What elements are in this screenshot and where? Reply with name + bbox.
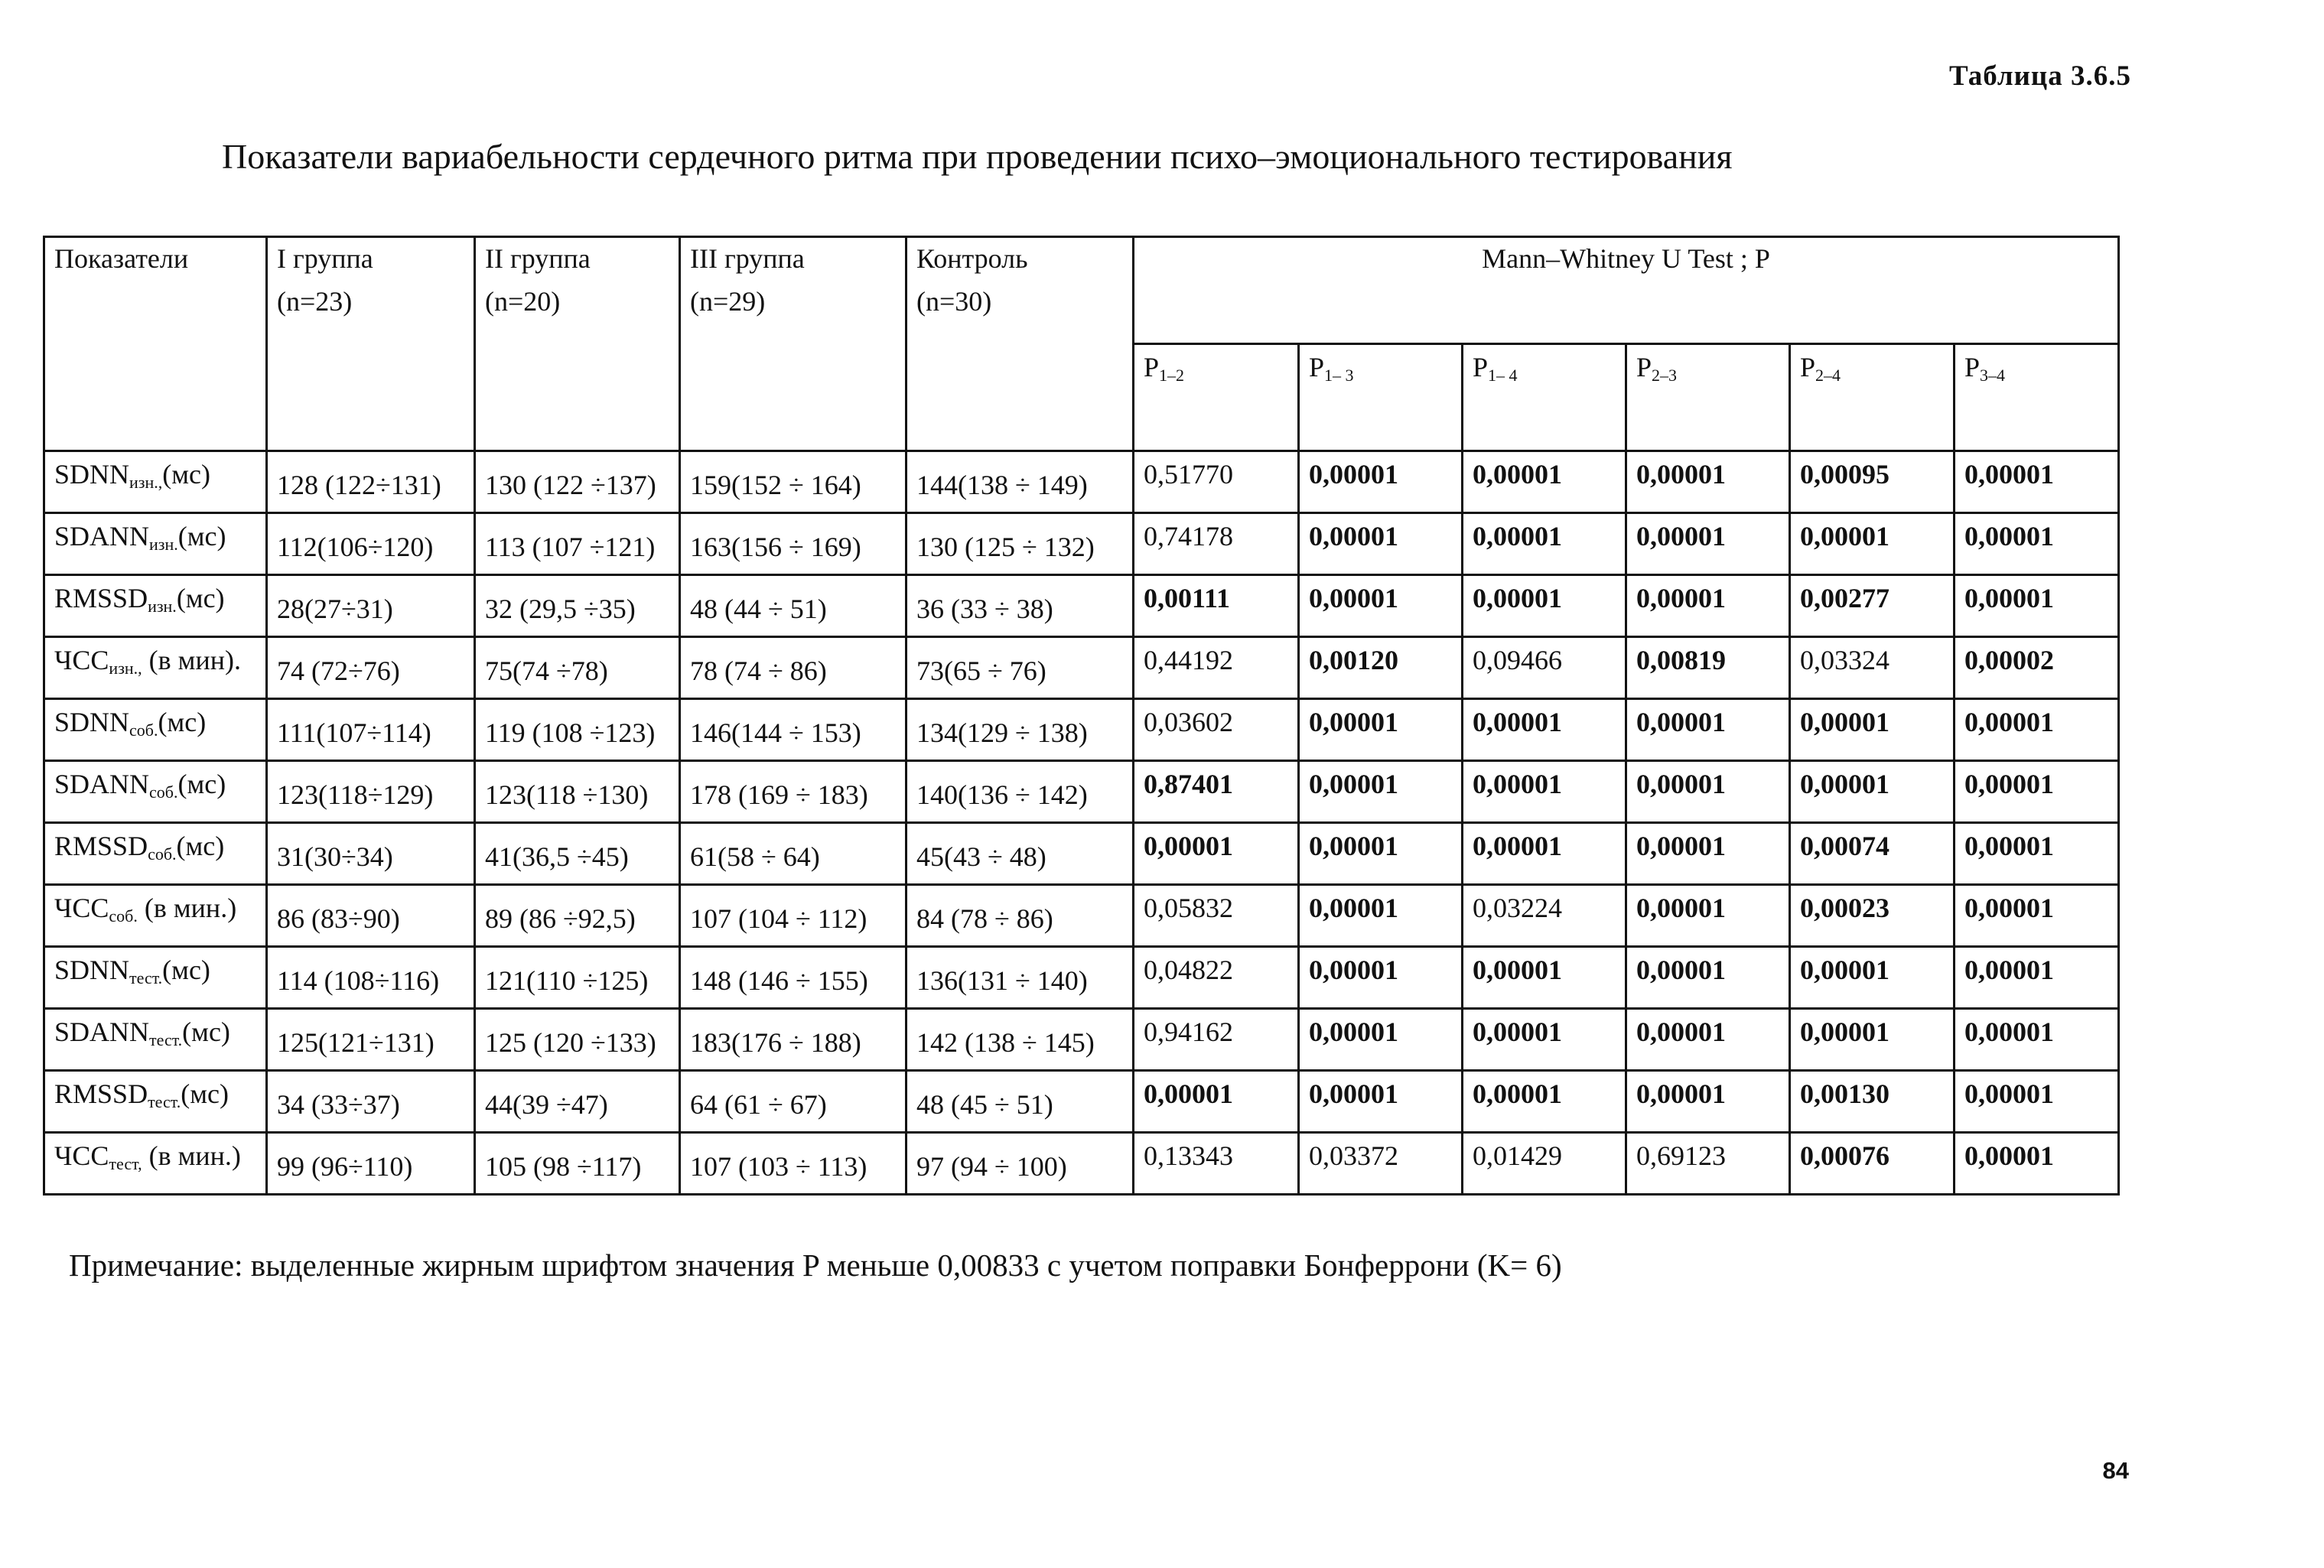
p-value-cell: 0,00001 xyxy=(1790,1009,1955,1071)
table-row xyxy=(44,823,2119,885)
value-cell-g3: 107 (103 ÷ 113) xyxy=(680,1133,906,1195)
p-col-base: P xyxy=(1636,352,1652,382)
indicator-subscript: тест. xyxy=(148,1092,181,1111)
p-value-cell: 0,03224 xyxy=(1463,885,1626,947)
p-value-cell: 0,00001 xyxy=(1299,761,1463,823)
indicator-cell xyxy=(44,513,267,575)
p-value-cell: 0,03602 xyxy=(1134,699,1299,761)
value-cell-g1: 114 (108÷116) xyxy=(267,947,475,1009)
indicator-subscript: соб. xyxy=(149,782,178,802)
p-col-base: P xyxy=(1144,352,1160,382)
value-cell-control: 140(136 ÷ 142) xyxy=(906,761,1134,823)
indicator-cell xyxy=(44,1133,267,1195)
table-row xyxy=(44,513,2119,575)
table-row xyxy=(44,637,2119,699)
p-value-cell: 0,00002 xyxy=(1955,637,2119,699)
header-group-1-label: I группа xyxy=(277,243,373,274)
value-cell-g1: 99 (96÷110) xyxy=(267,1133,475,1195)
p-col-subscript: 1– 4 xyxy=(1488,366,1518,385)
indicator-name: SDNN xyxy=(54,707,130,737)
indicator-subscript: изн. xyxy=(149,535,178,554)
value-cell-g3: 183(176 ÷ 188) xyxy=(680,1009,906,1071)
p-col-subscript: 2–3 xyxy=(1652,366,1678,385)
p-value-cell: 0,00076 xyxy=(1790,1133,1955,1195)
p-value-cell: 0,94162 xyxy=(1134,1009,1299,1071)
value-cell-g2: 41(36,5 ÷45) xyxy=(475,823,680,885)
p-col-subscript: 1–2 xyxy=(1159,366,1185,385)
p-value-cell: 0,00001 xyxy=(1955,1071,2119,1133)
value-cell-g3: 61(58 ÷ 64) xyxy=(680,823,906,885)
p-value-cell: 0,00001 xyxy=(1955,451,2119,513)
value-cell-control: 84 (78 ÷ 86) xyxy=(906,885,1134,947)
value-cell-g1: 86 (83÷90) xyxy=(267,885,475,947)
value-cell-g1: 123(118÷129) xyxy=(267,761,475,823)
value-cell-g3: 64 (61 ÷ 67) xyxy=(680,1071,906,1133)
header-group-3-n: (n=29) xyxy=(690,286,766,317)
header-control-label: Контроль xyxy=(916,243,1028,274)
p-value-cell: 0,00001 xyxy=(1299,575,1463,637)
value-cell-g1: 128 (122÷131) xyxy=(267,451,475,513)
header-group-2-label: II группа xyxy=(485,243,591,274)
header-group-2 xyxy=(475,237,680,451)
indicator-cell xyxy=(44,637,267,699)
p-col-base: P xyxy=(1309,352,1325,382)
indicator-unit: (мс) xyxy=(158,707,207,737)
indicator-subscript: соб. xyxy=(129,721,158,740)
value-cell-g1: 112(106÷120) xyxy=(267,513,475,575)
value-cell-control: 144(138 ÷ 149) xyxy=(906,451,1134,513)
value-cell-g3: 159(152 ÷ 164) xyxy=(680,451,906,513)
p-value-cell: 0,09466 xyxy=(1463,637,1626,699)
p-col-base: P xyxy=(1800,352,1816,382)
table-row xyxy=(44,761,2119,823)
table-body xyxy=(44,237,2119,1195)
value-cell-g1: 74 (72÷76) xyxy=(267,637,475,699)
value-cell-control: 48 (45 ÷ 51) xyxy=(906,1071,1134,1133)
value-cell-g3: 146(144 ÷ 153) xyxy=(680,699,906,761)
p-value-cell: 0,00001 xyxy=(1955,1133,2119,1195)
p-value-cell: 0,00001 xyxy=(1299,451,1463,513)
p-value-cell: 0,00001 xyxy=(1626,575,1790,637)
header-group-2-n: (n=20) xyxy=(485,286,561,317)
value-cell-g1: 28(27÷31) xyxy=(267,575,475,637)
indicator-unit: (мс) xyxy=(182,1017,230,1047)
p-value-cell: 0,00001 xyxy=(1955,761,2119,823)
p-value-cell: 0,00001 xyxy=(1626,699,1790,761)
p-value-cell: 0,00001 xyxy=(1299,1071,1463,1133)
indicator-unit: (мс) xyxy=(162,955,210,985)
value-cell-g2: 89 (86 ÷92,5) xyxy=(475,885,680,947)
p-value-cell: 0,01429 xyxy=(1463,1133,1626,1195)
p-value-cell: 0,00001 xyxy=(1790,761,1955,823)
indicator-cell xyxy=(44,575,267,637)
value-cell-g3: 78 (74 ÷ 86) xyxy=(680,637,906,699)
value-cell-g2: 125 (120 ÷133) xyxy=(475,1009,680,1071)
header-mann-whitney: Mann–Whitney U Test ; P xyxy=(1134,237,2119,344)
value-cell-g1: 31(30÷34) xyxy=(267,823,475,885)
page-number: 84 xyxy=(2102,1457,2129,1484)
header-p-col-5 xyxy=(1790,344,1955,451)
header-p-col-4 xyxy=(1626,344,1790,451)
value-cell-g2: 75(74 ÷78) xyxy=(475,637,680,699)
indicator-cell xyxy=(44,947,267,1009)
p-value-cell: 0,00001 xyxy=(1626,1009,1790,1071)
header-control xyxy=(906,237,1134,451)
p-value-cell: 0,00074 xyxy=(1790,823,1955,885)
p-value-cell: 0,00001 xyxy=(1299,513,1463,575)
value-cell-g2: 123(118 ÷130) xyxy=(475,761,680,823)
table-row xyxy=(44,1071,2119,1133)
p-value-cell: 0,00819 xyxy=(1626,637,1790,699)
value-cell-g2: 130 (122 ÷137) xyxy=(475,451,680,513)
p-value-cell: 0,00001 xyxy=(1626,513,1790,575)
table-title: Показатели вариабельности сердечного ритма при проведении психо–эмоционального тестирования xyxy=(222,137,1733,176)
p-value-cell: 0,00120 xyxy=(1299,637,1463,699)
table-row xyxy=(44,1009,2119,1071)
p-col-subscript: 3–4 xyxy=(1980,366,2006,385)
p-value-cell: 0,74178 xyxy=(1134,513,1299,575)
p-value-cell: 0,00001 xyxy=(1463,947,1626,1009)
value-cell-g2: 32 (29,5 ÷35) xyxy=(475,575,680,637)
indicator-name: SDNN xyxy=(54,955,130,985)
value-cell-g2: 44(39 ÷47) xyxy=(475,1071,680,1133)
p-value-cell: 0,04822 xyxy=(1134,947,1299,1009)
value-cell-g2: 113 (107 ÷121) xyxy=(475,513,680,575)
table-row xyxy=(44,575,2119,637)
p-value-cell: 0,00001 xyxy=(1790,947,1955,1009)
p-value-cell: 0,00001 xyxy=(1955,947,2119,1009)
p-value-cell: 0,03372 xyxy=(1299,1133,1463,1195)
indicator-unit: (в мин.) xyxy=(142,1140,241,1171)
p-value-cell: 0,05832 xyxy=(1134,885,1299,947)
indicator-unit: (мс) xyxy=(162,459,211,490)
header-group-1 xyxy=(267,237,475,451)
p-value-cell: 0,00001 xyxy=(1463,699,1626,761)
table-row xyxy=(44,947,2119,1009)
header-group-1-n: (n=23) xyxy=(277,286,353,317)
p-value-cell: 0,00001 xyxy=(1463,823,1626,885)
p-value-cell: 0,00001 xyxy=(1626,885,1790,947)
value-cell-control: 36 (33 ÷ 38) xyxy=(906,575,1134,637)
indicator-subscript: изн. xyxy=(148,597,177,616)
indicator-name: SDANN xyxy=(54,521,150,551)
p-value-cell: 0,00001 xyxy=(1463,513,1626,575)
indicator-name: SDNN xyxy=(54,459,130,490)
indicator-name: RMSSD xyxy=(54,831,148,861)
indicator-unit: (мс) xyxy=(176,583,225,613)
p-value-cell: 0,00001 xyxy=(1299,1009,1463,1071)
indicator-name: ЧСС xyxy=(54,645,109,675)
p-value-cell: 0,00001 xyxy=(1463,451,1626,513)
p-value-cell: 0,00001 xyxy=(1463,575,1626,637)
p-value-cell: 0,00001 xyxy=(1626,1071,1790,1133)
indicator-cell xyxy=(44,1009,267,1071)
p-value-cell: 0,00001 xyxy=(1463,761,1626,823)
header-control-n: (n=30) xyxy=(916,286,992,317)
p-value-cell: 0,00001 xyxy=(1626,451,1790,513)
indicator-subscript: изн., xyxy=(109,659,142,678)
indicator-name: RMSSD xyxy=(54,1078,148,1109)
indicator-name: ЧСС xyxy=(54,1140,109,1171)
p-value-cell: 0,00001 xyxy=(1134,1071,1299,1133)
p-col-base: P xyxy=(1473,352,1489,382)
p-value-cell: 0,00001 xyxy=(1626,947,1790,1009)
header-p-col-2 xyxy=(1299,344,1463,451)
p-value-cell: 0,00001 xyxy=(1299,823,1463,885)
indicator-subscript: тест, xyxy=(109,1154,142,1173)
p-value-cell: 0,00095 xyxy=(1790,451,1955,513)
value-cell-g2: 119 (108 ÷123) xyxy=(475,699,680,761)
indicator-unit: (в мин). xyxy=(142,645,241,675)
header-group-3 xyxy=(680,237,906,451)
indicator-subscript: тест. xyxy=(149,1030,183,1049)
indicator-cell xyxy=(44,451,267,513)
p-value-cell: 0,00001 xyxy=(1299,947,1463,1009)
value-cell-g3: 148 (146 ÷ 155) xyxy=(680,947,906,1009)
p-value-cell: 0,00001 xyxy=(1955,513,2119,575)
value-cell-control: 45(43 ÷ 48) xyxy=(906,823,1134,885)
table-label: Таблица 3.6.5 xyxy=(1949,60,2131,92)
p-value-cell: 0,51770 xyxy=(1134,451,1299,513)
indicator-subscript: соб. xyxy=(109,906,138,926)
value-cell-control: 73(65 ÷ 76) xyxy=(906,637,1134,699)
header-indicators: Показатели xyxy=(44,237,267,451)
header-p-col-6 xyxy=(1955,344,2119,451)
table-row xyxy=(44,451,2119,513)
indicator-name: ЧСС xyxy=(54,893,109,923)
indicator-cell xyxy=(44,823,267,885)
header-p-col-1 xyxy=(1134,344,1299,451)
value-cell-control: 142 (138 ÷ 145) xyxy=(906,1009,1134,1071)
indicator-cell xyxy=(44,885,267,947)
table-row xyxy=(44,699,2119,761)
p-value-cell: 0,13343 xyxy=(1134,1133,1299,1195)
p-value-cell: 0,00001 xyxy=(1790,513,1955,575)
value-cell-g2: 121(110 ÷125) xyxy=(475,947,680,1009)
hrv-table xyxy=(43,236,2120,1196)
indicator-unit: (мс) xyxy=(177,769,226,799)
p-value-cell: 0,00001 xyxy=(1955,1009,2119,1071)
indicator-name: SDANN xyxy=(54,769,150,799)
p-value-cell: 0,44192 xyxy=(1134,637,1299,699)
value-cell-g3: 107 (104 ÷ 112) xyxy=(680,885,906,947)
p-value-cell: 0,00001 xyxy=(1463,1071,1626,1133)
p-col-base: P xyxy=(1964,352,1981,382)
value-cell-g1: 111(107÷114) xyxy=(267,699,475,761)
p-value-cell: 0,00001 xyxy=(1955,699,2119,761)
indicator-unit: (мс) xyxy=(181,1078,229,1109)
indicator-cell xyxy=(44,1071,267,1133)
value-cell-control: 97 (94 ÷ 100) xyxy=(906,1133,1134,1195)
table-row xyxy=(44,1133,2119,1195)
header-p-col-3 xyxy=(1463,344,1626,451)
value-cell-g1: 34 (33÷37) xyxy=(267,1071,475,1133)
value-cell-g3: 48 (44 ÷ 51) xyxy=(680,575,906,637)
p-value-cell: 0,00130 xyxy=(1790,1071,1955,1133)
header-row xyxy=(44,237,2119,344)
value-cell-control: 136(131 ÷ 140) xyxy=(906,947,1134,1009)
p-value-cell: 0,00001 xyxy=(1790,699,1955,761)
value-cell-g3: 163(156 ÷ 169) xyxy=(680,513,906,575)
footnote: Примечание: выделенные жирным шрифтом значения P меньше 0,00833 с учетом поправки Бонферрони (K= 6) xyxy=(69,1248,1562,1283)
p-value-cell: 0,03324 xyxy=(1790,637,1955,699)
indicator-unit: (мс) xyxy=(176,831,225,861)
indicator-cell xyxy=(44,761,267,823)
value-cell-control: 134(129 ÷ 138) xyxy=(906,699,1134,761)
value-cell-control: 130 (125 ÷ 132) xyxy=(906,513,1134,575)
p-value-cell: 0,00001 xyxy=(1134,823,1299,885)
p-col-subscript: 1– 3 xyxy=(1324,366,1354,385)
p-value-cell: 0,00001 xyxy=(1626,823,1790,885)
p-value-cell: 0,00001 xyxy=(1463,1009,1626,1071)
indicator-unit: (в мин.) xyxy=(137,893,237,923)
indicator-name: SDANN xyxy=(54,1017,150,1047)
p-value-cell: 0,00001 xyxy=(1299,699,1463,761)
p-value-cell: 0,00001 xyxy=(1955,885,2119,947)
p-value-cell: 0,00001 xyxy=(1626,761,1790,823)
p-value-cell: 0,00001 xyxy=(1299,885,1463,947)
indicator-subscript: соб. xyxy=(148,844,177,864)
p-col-subscript: 2–4 xyxy=(1815,366,1841,385)
value-cell-g2: 105 (98 ÷117) xyxy=(475,1133,680,1195)
p-value-cell: 0,00277 xyxy=(1790,575,1955,637)
value-cell-g1: 125(121÷131) xyxy=(267,1009,475,1071)
p-value-cell: 0,00001 xyxy=(1955,575,2119,637)
p-value-cell: 0,00023 xyxy=(1790,885,1955,947)
p-value-cell: 0,00111 xyxy=(1134,575,1299,637)
indicator-cell xyxy=(44,699,267,761)
value-cell-g3: 178 (169 ÷ 183) xyxy=(680,761,906,823)
indicator-name: RMSSD xyxy=(54,583,148,613)
indicator-subscript: тест. xyxy=(129,968,163,987)
p-value-cell: 0,69123 xyxy=(1626,1133,1790,1195)
header-group-3-label: III группа xyxy=(690,243,805,274)
p-value-cell: 0,87401 xyxy=(1134,761,1299,823)
indicator-unit: (мс) xyxy=(177,521,226,551)
p-value-cell: 0,00001 xyxy=(1955,823,2119,885)
indicator-subscript: изн., xyxy=(129,473,163,492)
table-row xyxy=(44,885,2119,947)
